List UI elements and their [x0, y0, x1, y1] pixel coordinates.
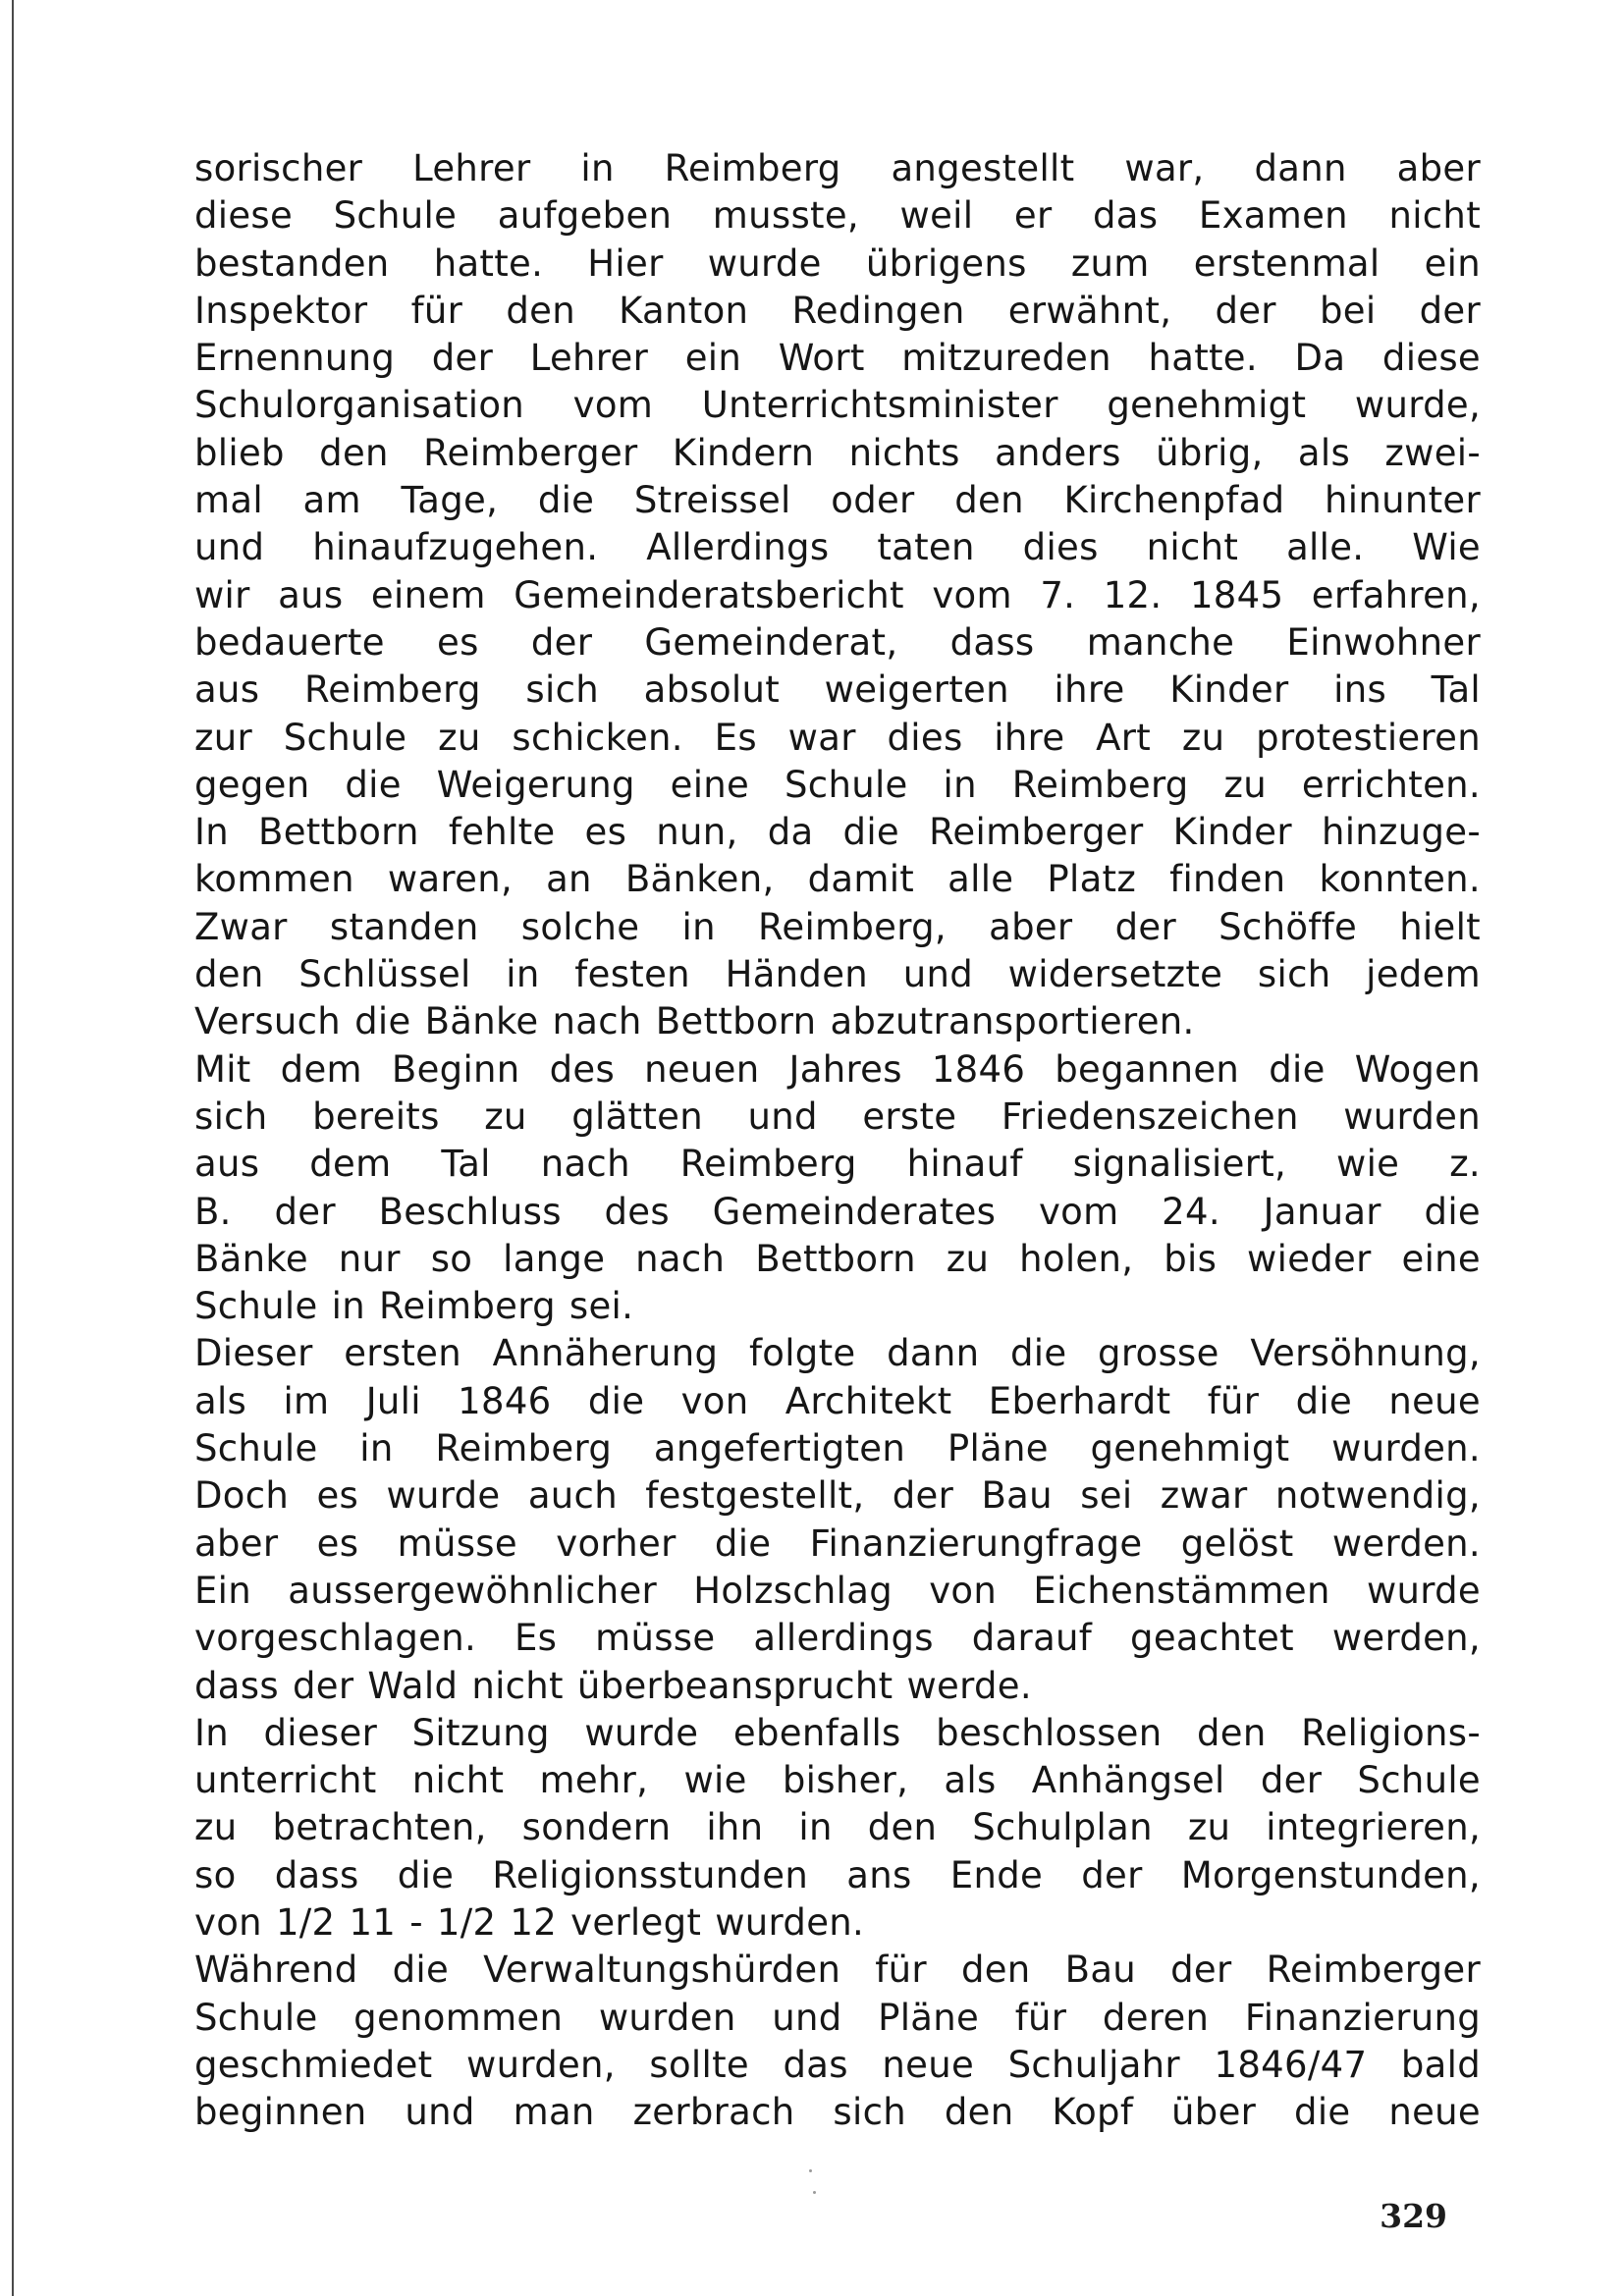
text-line: geschmiedet wurden, sollte das neue Schuljahr 1846/47 bald: [194, 2043, 1481, 2086]
text-line: mal am Tage, die Streissel oder den Kirchenpfad hinunter: [194, 479, 1481, 522]
text-line: aus Reimberg sich absolut weigerten ihre Kinder ins Tal: [194, 668, 1481, 712]
text-line: den Schlüssel in festen Händen und widersetzte sich jedem: [194, 953, 1481, 996]
text-line: so dass die Religionsstunden ans Ende der Morgenstunden,: [194, 1853, 1481, 1896]
text-line: B. der Beschluss des Gemeinderates vom 24. Januar die: [194, 1190, 1481, 1233]
text-line: Inspektor für den Kanton Redingen erwähnt, der bei der: [194, 289, 1481, 332]
text-line: wir aus einem Gemeinderatsbericht vom 7. 12. 1845 erfahren,: [194, 573, 1481, 616]
text-line: zur Schule zu schicken. Es war dies ihre Art zu protestieren: [194, 716, 1481, 759]
text-line: Bänke nur so lange nach Bettborn zu holen, bis wieder eine: [194, 1237, 1481, 1280]
text-line: aus dem Tal nach Reimberg hinauf signalisiert, wie z.: [194, 1143, 1481, 1186]
text-line: Ernennung der Lehrer ein Wort mitzureden hatte. Da diese: [194, 337, 1481, 380]
text-line: kommen waren, an Bänken, damit alle Platz finden konnten.: [194, 858, 1481, 901]
text-line: In dieser Sitzung wurde ebenfalls beschlossen den Religions-: [194, 1711, 1481, 1754]
text-line: blieb den Reimberger Kindern nichts anders übrig, als zwei-: [194, 431, 1481, 474]
text-line: Schule genommen wurden und Pläne für deren Finanzierung: [194, 1996, 1481, 2039]
page-number: 329: [1380, 2197, 1447, 2235]
text-line: Während die Verwaltungshürden für den Bau der Reimberger: [194, 1949, 1481, 1992]
text-line: sich bereits zu glätten und erste Friedenszeichen wurden: [194, 1095, 1481, 1138]
text-line: diese Schule aufgeben musste, weil er das Examen nicht: [194, 194, 1481, 238]
text-line: Schulorganisation vom Unterrichtsminister genehmigt wurde,: [194, 384, 1481, 427]
text-line: bedauerte es der Gemeinderat, dass manche Einwohner: [194, 620, 1481, 664]
text-line: aber es müsse vorher die Finanzierungfrage gelöst werden.: [194, 1522, 1481, 1565]
text-line: Mit dem Beginn des neuen Jahres 1846 begannen die Wogen: [194, 1047, 1481, 1091]
scan-speck: [813, 2191, 816, 2194]
text-line: Zwar standen solche in Reimberg, aber der Schöffe hielt: [194, 905, 1481, 948]
page-left-edge-rule: [12, 0, 14, 2296]
text-line: Doch es wurde auch festgestellt, der Bau sei zwar notwendig,: [194, 1474, 1481, 1518]
text-line: bestanden hatte. Hier wurde übrigens zum erstenmal ein: [194, 241, 1481, 285]
text-line: Dieser ersten Annäherung folgte dann die grosse Versöhnung,: [194, 1332, 1481, 1375]
text-line: beginnen und man zerbrach sich den Kopf über die neue: [194, 2091, 1481, 2134]
text-line: Versuch die Bänke nach Bettborn abzutransportieren.: [194, 1000, 1195, 1043]
text-line: dass der Wald nicht überbeansprucht werde.: [194, 1664, 1032, 1707]
text-line: Ein aussergewöhnlicher Holzschlag von Eichenstämmen wurde: [194, 1569, 1481, 1612]
text-line: als im Juli 1846 die von Architekt Eberhardt für die neue: [194, 1379, 1481, 1422]
text-line: vorgeschlagen. Es müsse allerdings darauf geachtet werden,: [194, 1617, 1481, 1660]
text-line: sorischer Lehrer in Reimberg angestellt war, dann aber: [194, 147, 1481, 189]
text-line: Schule in Reimberg angefertigten Pläne genehmigt wurden.: [194, 1427, 1481, 1470]
text-line: In Bettborn fehlte es nun, da die Reimberger Kinder hinzuge-: [194, 811, 1481, 854]
body-text: [194, 145, 1481, 2136]
text-line: unterricht nicht mehr, wie bisher, als Anhängsel der Schule: [194, 1759, 1481, 1802]
scan-speck: [809, 2169, 812, 2172]
text-line: Schule in Reimberg sei.: [194, 1285, 634, 1328]
text-line: und hinaufzugehen. Allerdings taten dies nicht alle. Wie: [194, 526, 1481, 569]
text-line: von 1/2 11 - 1/2 12 verlegt wurden.: [194, 1900, 865, 1944]
text-line: zu betrachten, sondern ihn in den Schulplan zu integrieren,: [194, 1806, 1481, 1849]
text-line: gegen die Weigerung eine Schule in Reimberg zu errichten.: [194, 763, 1481, 806]
